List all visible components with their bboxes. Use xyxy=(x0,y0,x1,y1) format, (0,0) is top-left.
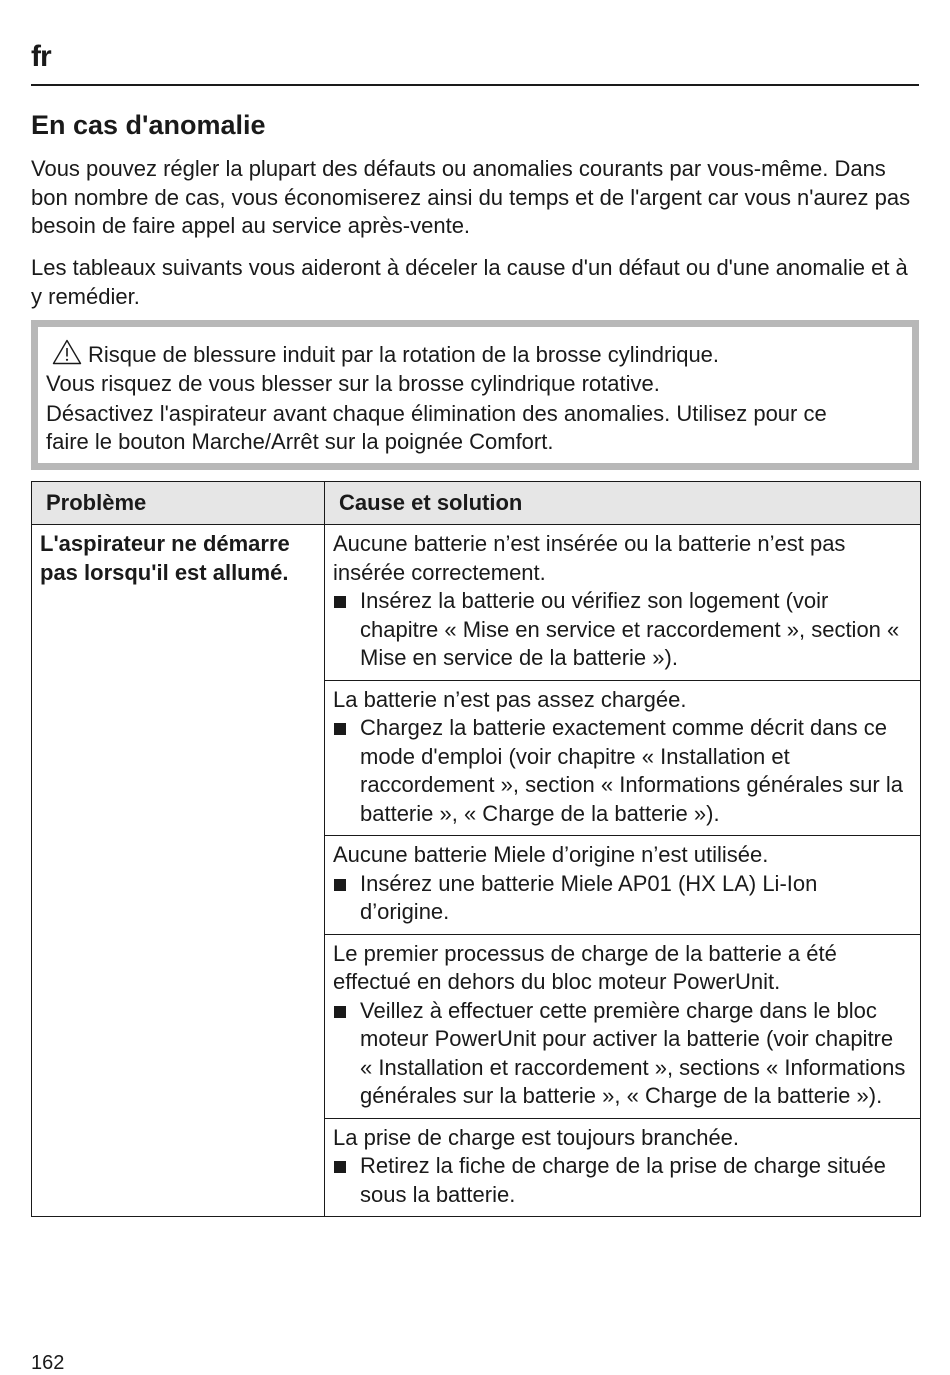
solution-item xyxy=(333,587,910,673)
warning-triangle-icon xyxy=(52,339,82,365)
cause-solution-cell xyxy=(325,680,921,836)
column-header-problem: Problème xyxy=(32,482,325,525)
bullet-square-icon xyxy=(333,997,360,1111)
solution-text: Retirez la fiche de charge de la prise de charge située sous la batterie. xyxy=(360,1153,886,1207)
solution-text: Veillez à effectuer cette première charge dans le bloc moteur PowerUnit pour activer la batterie (voir chapitre « Installation et raccordement », sections « Informations générales sur la batterie », « Charge de la batterie »). xyxy=(360,997,906,1108)
solution-text: Chargez la batterie exactement comme décrit dans ce mode d'emploi (voir chapitre « Installation et raccordement », section « Informations générales sur la batterie », « Charge de la batterie »). xyxy=(360,715,903,826)
cause-solution-cell xyxy=(325,836,921,935)
section-title: En cas d'anomalie xyxy=(31,110,266,140)
solution-text: Insérez une batterie Miele AP01 (HX LA) Li-Ion d’origine. xyxy=(360,870,818,924)
cause-text: La batterie n’est pas assez chargée. xyxy=(333,686,687,712)
cause-solution-cell xyxy=(325,525,921,681)
problem-cell: L'aspirateur ne démarre pas lorsqu'il est allumé. xyxy=(32,525,325,1217)
bullet-square-icon xyxy=(333,587,360,673)
intro-paragraph: Vous pouvez régler la plupart des défauts ou anomalies courants par vous-même. Dans bon nombre de cas, vous économiserez ainsi du temps et de l'argent car vous n'aurez pas besoin de faire appel au service après-vente. xyxy=(31,156,911,238)
warning-title-line xyxy=(52,339,719,370)
troubleshooting-table xyxy=(31,481,921,1217)
cause-solution-cell xyxy=(325,1118,921,1217)
cause-text: Aucune batterie n’est insérée ou la batterie n’est pas insérée correctement. xyxy=(333,531,846,585)
table-row xyxy=(32,525,921,681)
solution-item xyxy=(333,714,910,828)
bullet-square-icon xyxy=(333,870,360,927)
solution-item xyxy=(333,1152,910,1209)
solution-item xyxy=(333,870,910,927)
bullet-square-icon xyxy=(333,1152,360,1209)
warning-text-3: faire le bouton Marche/Arrêt sur la poignée Comfort. xyxy=(46,429,554,454)
cause-text: Aucune batterie Miele d’origine n’est utilisée. xyxy=(333,842,769,867)
language-label: fr xyxy=(31,40,51,73)
warning-text-2: Désactivez l'aspirateur avant chaque élimination des anomalies. Utilisez pour ce xyxy=(46,401,827,426)
solution-text: Insérez la batterie ou vérifiez son logement (voir chapitre « Mise en service et raccordement », section « Mise en service de la batterie »). xyxy=(360,588,900,670)
cause-text: Le premier processus de charge de la batterie a été effectué en dehors du bloc moteur PowerUnit. xyxy=(333,940,837,994)
table-header-row xyxy=(32,482,921,525)
bullet-square-icon xyxy=(333,714,360,828)
warning-title: Risque de blessure induit par la rotation de la brosse cylindrique. xyxy=(88,342,720,367)
tables-intro-paragraph: Les tableaux suivants vous aideront à déceler la cause d'un défaut ou d'une anomalie et à y remédier. xyxy=(31,255,908,309)
solution-item xyxy=(333,997,910,1111)
cause-solution-cell xyxy=(325,934,921,1118)
warning-box xyxy=(31,320,919,470)
warning-text-1: Vous risquez de vous blesser sur la brosse cylindrique rotative. xyxy=(46,371,660,396)
page-number: 162 xyxy=(31,1352,65,1374)
header-divider xyxy=(31,84,919,86)
cause-text: La prise de charge est toujours branchée. xyxy=(333,1124,740,1150)
column-header-cause: Cause et solution xyxy=(325,482,921,525)
